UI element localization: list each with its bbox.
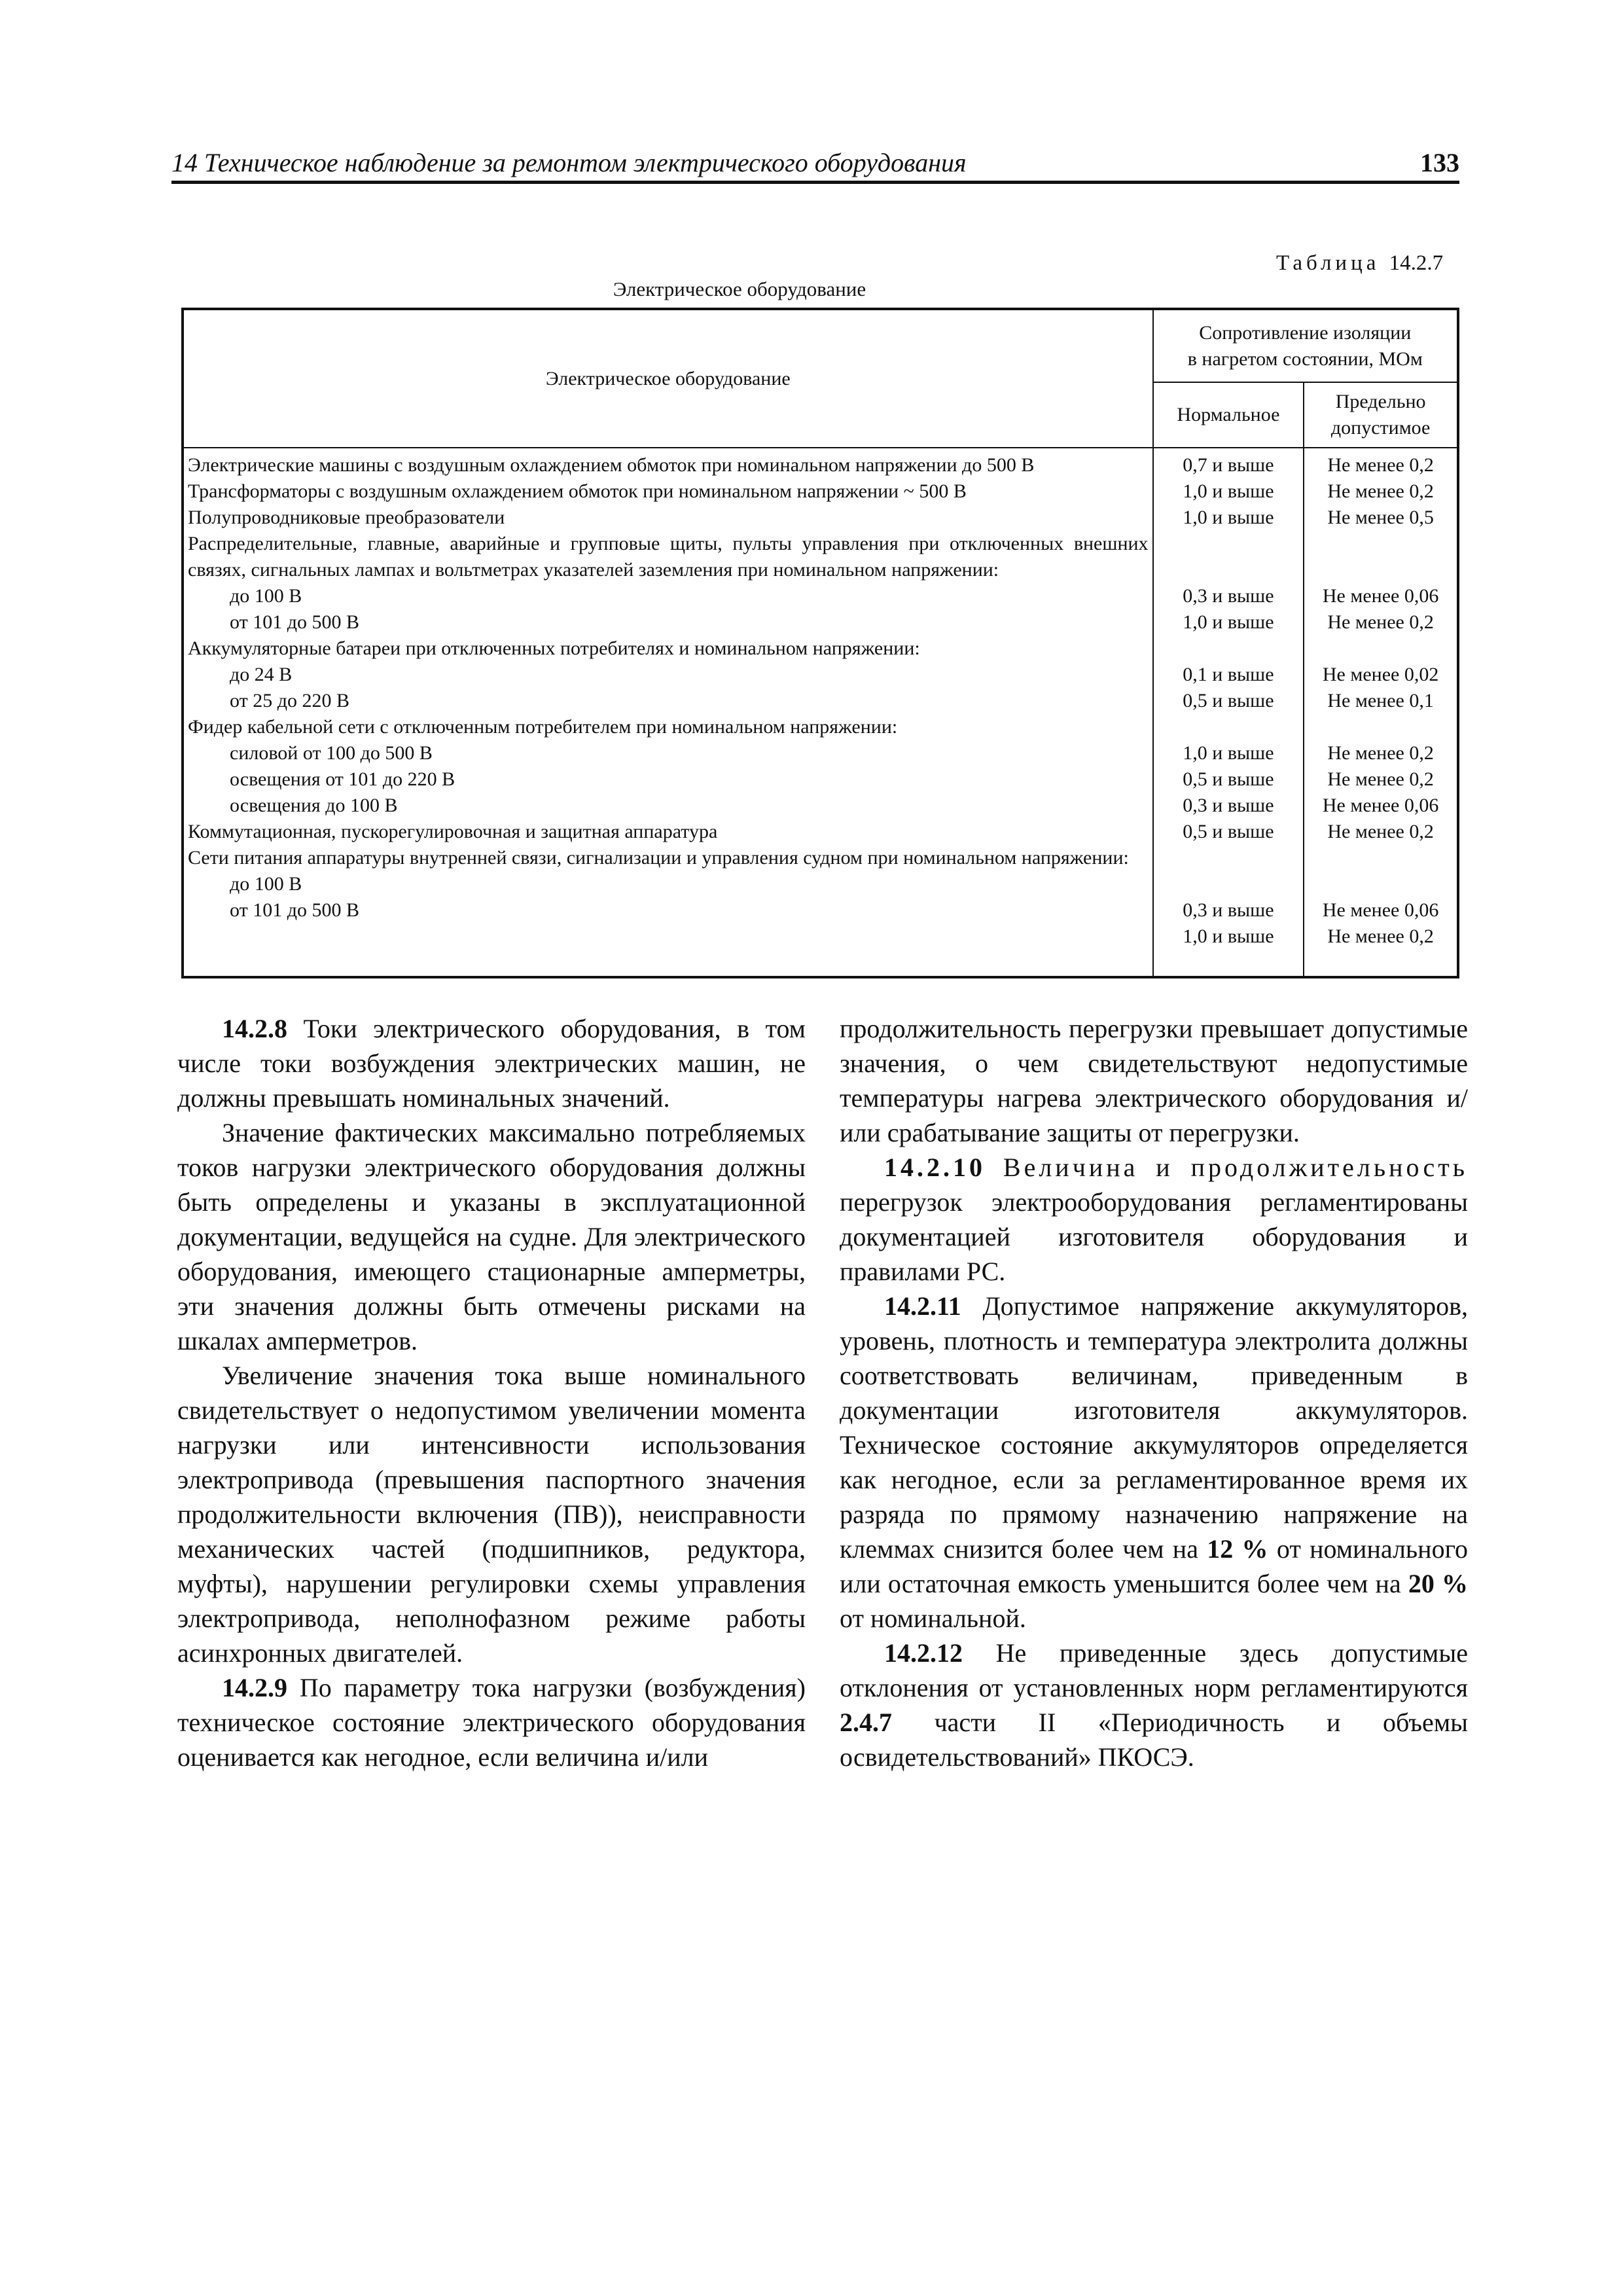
- header-resistance: [1153, 309, 1458, 382]
- paragraph-continuation: продолжительность перегрузки превышает допустимые значения, о чем свидетельствуют недопустимые температуры нагрева электрического оборудования и/или срабатывание защиты от перегрузки.: [840, 1014, 1468, 1147]
- header-limit-line1: Предельно: [1335, 391, 1426, 412]
- paragraph-text: Допустимое напряжение аккумуляторов, уровень, плотность и температура электролита должны соответствовать величинам, приведенным в документации изготовителя аккумуляторов. Техническое состояние аккумуляторов определяется как негодное, если за регламентированное время их разряда по прямому назначению напряжение на клеммах снизится более чем на: [840, 1291, 1468, 1564]
- limit-value: Не менее 0,2: [1327, 821, 1434, 842]
- table-row-text: освещения от 101 до 220 В: [230, 768, 455, 790]
- header-limit: [1304, 382, 1458, 448]
- table-row-text: Фидер кабельной сети с отключенным потребителем при номинальном напряжении:: [188, 716, 898, 738]
- limit-value: Не менее 0,2: [1327, 454, 1434, 476]
- header-equipment: Электрическое оборудование: [183, 309, 1153, 448]
- equipment-table: [181, 308, 1459, 978]
- normal-value: 0,5 и выше: [1183, 690, 1274, 711]
- paragraph-14-2-8: [177, 1011, 806, 1115]
- table-row-text: от 101 до 500 В: [230, 899, 359, 921]
- table-row-text: Полупроводниковые преобразователи: [188, 507, 505, 528]
- paragraph-14-2-9: [177, 1670, 806, 1774]
- normal-value: 1,0 и выше: [1183, 611, 1274, 633]
- normal-value: 1,0 и выше: [1183, 925, 1274, 947]
- normal-value: 0,5 и выше: [1183, 821, 1274, 842]
- bold-reference: 2.4.7: [840, 1708, 892, 1737]
- table-caption: [1276, 251, 1443, 276]
- normal-value: 1,0 и выше: [1183, 507, 1274, 528]
- body-column-left: [177, 1011, 806, 1774]
- paragraph-14-2-12: [840, 1636, 1468, 1774]
- table-caption-word: Таблица: [1276, 251, 1380, 275]
- table-row-text: от 101 до 500 В: [230, 611, 359, 633]
- limit-value: Не менее 0,2: [1327, 925, 1434, 947]
- paragraph-14-2-11: [840, 1289, 1468, 1636]
- section-number: 14.2.12: [884, 1638, 963, 1668]
- table-row-text: до 100 В: [230, 585, 302, 607]
- equipment-cell: [183, 448, 1153, 977]
- table-row-text: до 24 В: [230, 664, 293, 685]
- limit-value: Не менее 0,2: [1327, 742, 1434, 764]
- limit-value: Не менее 0,06: [1322, 795, 1439, 816]
- paragraph-text: Токи электрического оборудования, в том числе токи возбуждения электрических машин, не должны превышать номинальных значений.: [177, 1014, 806, 1113]
- page-number: 133: [1420, 148, 1459, 177]
- normal-value: 0,5 и выше: [1183, 768, 1274, 790]
- section-number: 14.2.11: [884, 1291, 961, 1321]
- table-row-text: до 100 В: [230, 873, 302, 895]
- table-row-text: освещения до 100 В: [230, 795, 398, 816]
- normal-value: 1,0 и выше: [1183, 480, 1274, 502]
- normal-values-cell: [1153, 448, 1304, 977]
- paragraph: Увеличение значения тока выше номинального свидетельствует о недопустимом увеличении момента нагрузки или интенсивности использования электропривода (превышения паспортного значения продолжительности включения (ПВ)), неисправности механических частей (подшипников, редуктора, муфты), нарушении регулировки схемы управления электропривода, неполнофазном режиме работы асинхронных двигателей.: [177, 1361, 806, 1668]
- table-row-text: Коммутационная, пускорегулировочная и защитная аппаратура: [188, 821, 718, 842]
- header-limit-line2: допустимое: [1330, 417, 1431, 439]
- table-row-text: силовой от 100 до 500 В: [230, 742, 433, 764]
- section-number: 14.2.8: [222, 1014, 287, 1043]
- paragraph-spaced-text: Величина и продолжительность: [986, 1153, 1468, 1182]
- header-resistance-line1: Сопротивление изоляции: [1199, 321, 1412, 344]
- table-row-text: Трансформаторы с воздушным охлаждением обмоток при номинальном напряжении ~ 500 В: [188, 480, 967, 502]
- normal-value: 0,1 и выше: [1183, 664, 1274, 685]
- normal-value: 1,0 и выше: [1183, 742, 1274, 764]
- running-header: [171, 139, 1459, 184]
- section-number: 14.2.9: [222, 1673, 287, 1702]
- normal-value: 0,3 и выше: [1183, 795, 1274, 816]
- body-column-right: [840, 1011, 1468, 1774]
- bold-value: 12 %: [1207, 1534, 1268, 1564]
- paragraph-text: перегрузок электрооборудования регламентированы документацией изготовителя оборудования и правилами РС.: [840, 1187, 1468, 1286]
- chapter-title: 14 Техническое наблюдение за ремонтом электрического оборудования: [171, 148, 967, 177]
- bold-value: 20 %: [1408, 1569, 1468, 1598]
- paragraph-14-2-10: [840, 1150, 1468, 1289]
- table-row-text: Распределительные, главные, аварийные и групповые щиты, пульты управления при отключенных внешних связях, сигнальных лампах и вольтметрах указателей заземления при номинальном напряжении:: [188, 533, 1149, 581]
- limit-value: Не менее 0,5: [1327, 507, 1434, 528]
- normal-value: 0,3 и выше: [1183, 899, 1274, 921]
- table-caption-number: 14.2.7: [1389, 251, 1444, 275]
- paragraph: Значение фактических максимально потребляемых токов нагрузки электрического оборудования должны быть определены и указаны в эксплуатационной документации, ведущейся на судне. Для электрического оборудования, имеющего стационарные амперметры, эти значения должны быть отмечены рисками на шкалах амперметров.: [177, 1118, 806, 1355]
- paragraph-text: По параметру тока нагрузки (возбуждения) техническое состояние электрического оборудования оценивается как негодное, если величина и/или: [177, 1673, 806, 1772]
- limit-value: Не менее 0,06: [1322, 899, 1439, 921]
- limit-value: Не менее 0,2: [1327, 611, 1434, 633]
- normal-value: 0,7 и выше: [1183, 454, 1274, 476]
- limit-value: Не менее 0,1: [1327, 690, 1434, 711]
- table-row-text: Электрические машины с воздушным охлаждением обмоток при номинальном напряжении до 500 В: [188, 454, 1035, 476]
- paragraph-text: от номинального или остаточная емкость уменьшится более чем на: [840, 1534, 1468, 1598]
- paragraph-text: части II «Периодичность и объемы освидетельствований» ПКОСЭ.: [840, 1708, 1468, 1772]
- table-row-text: от 25 до 220 В: [230, 690, 349, 711]
- normal-value: 0,3 и выше: [1183, 585, 1274, 607]
- paragraph-text: от номинальной.: [840, 1604, 1026, 1633]
- limit-value: Не менее 0,06: [1322, 585, 1439, 607]
- header-normal: Нормальное: [1153, 382, 1304, 448]
- paragraph-text: Не приведенные здесь допустимые отклонения от установленных норм регламентируются: [840, 1638, 1468, 1702]
- section-number: 14.2.10: [884, 1153, 986, 1182]
- table-title: Электрическое оборудование: [613, 278, 866, 300]
- limit-value: Не менее 0,2: [1327, 480, 1434, 502]
- table-row-text: Сети питания аппаратуры внутренней связи, сигнализации и управления судном при номинальном напряжении:: [188, 847, 1129, 869]
- limit-values-cell: [1304, 448, 1458, 977]
- header-resistance-line2: в нагретом состоянии, МОм: [1187, 348, 1423, 370]
- limit-value: Не менее 0,2: [1327, 768, 1434, 790]
- table-row-text: Аккумуляторные батареи при отключенных потребителях и номинальном напряжении:: [188, 637, 920, 659]
- limit-value: Не менее 0,02: [1322, 664, 1439, 685]
